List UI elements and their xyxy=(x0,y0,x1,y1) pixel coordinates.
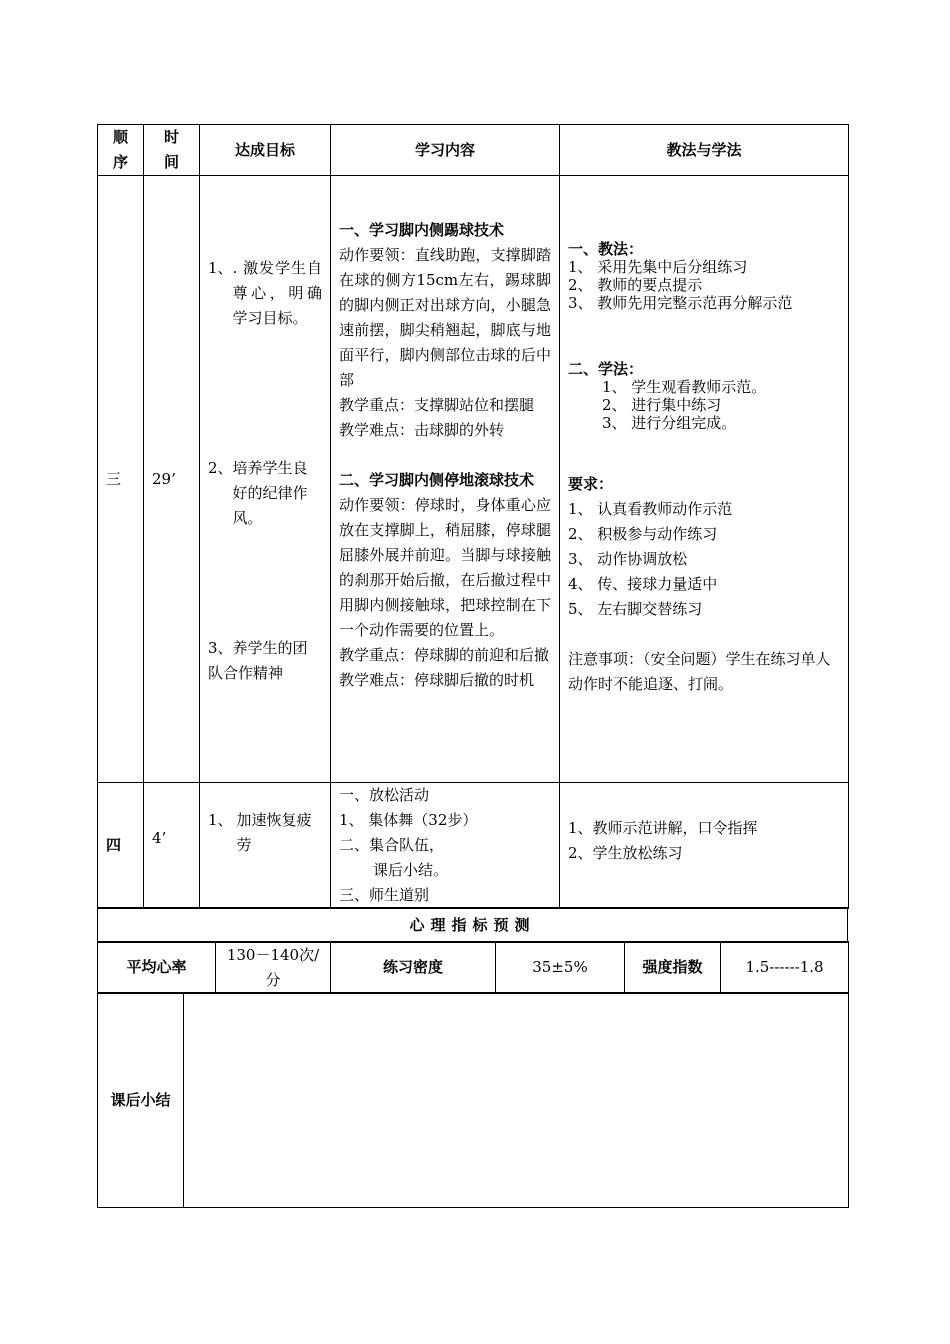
req-item-4: 4、 传、接球力量适中 xyxy=(568,575,718,593)
section4-objective: 加速恢复疲劳 xyxy=(236,811,312,854)
density-label: 练习密度 xyxy=(331,942,496,994)
section4-methods xyxy=(560,783,849,909)
header-content: 学习内容 xyxy=(331,125,560,176)
intensity-value: 1.5------1.8 xyxy=(721,942,849,994)
objective-2: 2、 培养学生良好的纪律作风。 xyxy=(208,459,308,527)
content-title-2: 二、学习脚内侧停地滚球技术 xyxy=(339,471,535,489)
summary-table xyxy=(97,992,849,1208)
s4-content-1: 一、放松活动 xyxy=(339,786,430,804)
safety-note: 注意事项：（安全问题）学生在练习单人动作时不能追逐、打闹。 xyxy=(568,650,831,693)
prediction-title: 心理指标预测 xyxy=(98,908,848,943)
summary-label: 课后小结 xyxy=(98,993,184,1208)
density-value: 35±5% xyxy=(496,942,625,994)
s4-content-4: 课后小结。 xyxy=(373,861,449,879)
heart-rate-value: 130－140次/分 xyxy=(216,942,331,994)
lesson-table xyxy=(97,124,849,909)
content-key-1: 教学重点：支撑脚站位和摆腿 xyxy=(339,396,535,414)
prediction-title-table xyxy=(97,907,848,943)
s4-content-5: 三、师生道别 xyxy=(339,886,430,904)
objective-1: 1、 . 激发学生自尊心，明确学习目标。 xyxy=(208,259,322,327)
learn-item-1: 1、 学生观看教师示范。 xyxy=(602,378,767,396)
summary-content xyxy=(184,993,849,1208)
s4-method-1: 1、教师示范讲解，口令指挥 xyxy=(568,819,758,837)
content-diff-1: 教学难点：击球脚的外转 xyxy=(339,421,505,439)
section4-time: 4’ xyxy=(144,783,200,909)
header-time: 时间 xyxy=(144,125,200,176)
section3-order: 三 xyxy=(98,176,144,783)
s4-content-3: 二、集合队伍， xyxy=(339,836,445,854)
header-order: 顺序 xyxy=(98,125,144,176)
learn-title: 二、学法： xyxy=(568,360,644,378)
section3-objectives xyxy=(200,176,331,783)
section4-content xyxy=(331,783,560,909)
teach-item-3: 3、 教师先用完整示范再分解示范 xyxy=(568,294,793,312)
teach-title: 一、教法： xyxy=(568,240,644,258)
objective-3: 3、养学生的团队合作精神 xyxy=(208,639,308,682)
intensity-label: 强度指数 xyxy=(625,942,721,994)
s4-content-2: 1、 集体舞（32步） xyxy=(339,811,478,829)
section4-objectives: 1、 加速恢复疲劳 xyxy=(200,783,331,909)
content-para-1: 动作要领：直线助跑，支撑脚踏在球的侧方15cm左右，踢球脚的脚内侧正对出球方向，小腿急速前摆，脚尖稍翘起，脚底与地面平行，脚内侧部位击球的后中部 xyxy=(339,246,551,389)
content-key-2: 教学重点：停球脚的前迎和后撤 xyxy=(339,646,550,664)
req-item-5: 5、 左右脚交替练习 xyxy=(568,600,703,618)
section3-time: 29’ xyxy=(144,176,200,783)
content-para-2: 动作要领：停球时，身体重心应放在支撑脚上，稍屈膝，停球腿屈膝外展并前迎。当脚与球接触的刹那开始后撤，在后撤过程中用脚内侧接触球，把球控制在下一个动作需要的位置上。 xyxy=(339,496,551,639)
s4-method-2: 2、学生放松练习 xyxy=(568,844,683,862)
section4-order: 四 xyxy=(98,783,144,909)
req-title: 要求： xyxy=(568,475,614,493)
req-item-2: 2、 积极参与动作练习 xyxy=(568,525,718,543)
req-item-3: 3、 动作协调放松 xyxy=(568,550,688,568)
prediction-values-table xyxy=(97,941,849,994)
section3-methods xyxy=(560,176,849,783)
req-item-1: 1、 认真看教师动作示范 xyxy=(568,500,733,518)
section3-content xyxy=(331,176,560,783)
teach-item-2: 2、 教师的要点提示 xyxy=(568,276,703,294)
heart-rate-label: 平均心率 xyxy=(98,942,216,994)
content-title-1: 一、学习脚内侧踢球技术 xyxy=(339,221,505,239)
learn-item-3: 3、 进行分组完成。 xyxy=(602,414,737,432)
learn-item-2: 2、 进行集中练习 xyxy=(602,396,722,414)
teach-item-1: 1、 采用先集中后分组练习 xyxy=(568,258,748,276)
content-diff-2: 教学难点：停球脚后撤的时机 xyxy=(339,671,535,689)
header-methods: 教法与学法 xyxy=(560,125,849,176)
header-objectives: 达成目标 xyxy=(200,125,331,176)
